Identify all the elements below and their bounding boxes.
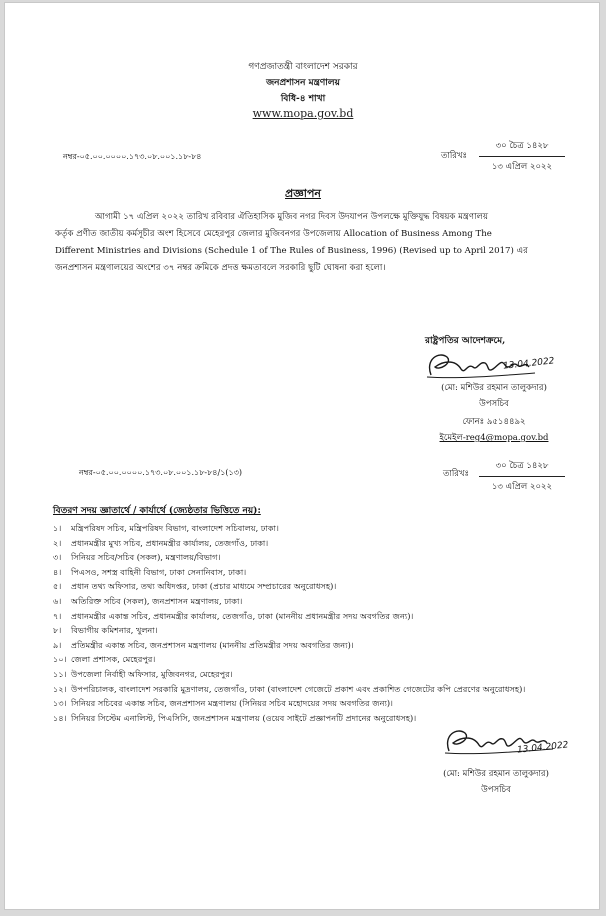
signature-date: 13.04.2022 [516, 740, 569, 756]
date-label: তারিখঃ [443, 469, 470, 479]
section-name: বিধি-৪ শাখা [280, 94, 326, 104]
signatory-designation: উপসচিব [481, 785, 511, 795]
signature-date: 13.04.2022 [502, 356, 555, 372]
list-item: ১৩। সিনিয়র সচিবের একান্ত সচিব, জনপ্রশাসন মন্ত্রণালয় (সিনিয়র সচিব মহোদয়ের সদয় অবগতির জন্য)। [53, 698, 393, 709]
list-item: ১২। উপপরিচালক, বাংলাদেশ সরকারি মুদ্রণালয়, তেজগাঁও, ঢাকা (বাংলাদেশ গেজেটে প্রকাশ এবং প্রকাশিত গেজেটের কপি প্রেরণের অনুরোধসহ)। [53, 683, 526, 694]
document-page [4, 2, 600, 910]
signatory-name: (মো: মশিউর রহমান তালুকদার) [441, 383, 547, 393]
signatory-name: (মো: মশিউর রহমান তালুকদার) [443, 769, 549, 779]
list-item: ১৪। সিনিয়র সিস্টেম এনালিস্ট, পিএসিসি, জনপ্রশাসন মন্ত্রণালয় (ওয়েব সাইটে প্রজ্ঞাপনটি প্রদানের অনুরোধসহ)। [53, 712, 417, 723]
list-item: ৬। অতিরিক্ত সচিব (সকল), জনপ্রশাসন মন্ত্রণালয়, ঢাকা। [53, 595, 243, 606]
distribution-heading: বিতরণ সদয় জ্ঞাতার্থে / কার্যার্থে (জ্যেষ্ঠতার ভিত্তিতে নয়): [53, 506, 261, 516]
ministry-name: জনপ্রশাসন মন্ত্রণালয় [266, 78, 340, 88]
date-bangla: ৩০ চৈত্র ১৪২৮ [479, 139, 565, 157]
list-item: ২। প্রধানমন্ত্রীর মুখ্য সচিব, প্রধানমন্ত্রীর কার্যালয়, তেজগাঁও, ঢাকা। [53, 537, 269, 548]
signatory-designation: উপসচিব [479, 399, 509, 409]
presidential-order: রাষ্ট্রপতির আদেশক্রমে, [425, 336, 506, 346]
notification-body [55, 209, 555, 277]
date-gregorian: ১৩ এপ্রিল ২০২২ [491, 162, 553, 172]
distribution-list [53, 521, 573, 725]
list-item: ১০। জেলা প্রশাসক, মেহেরপুর। [53, 654, 156, 665]
list-item: ৮। বিভাগীয় কমিশনার, খুলনা। [53, 625, 158, 636]
body-line: কর্তৃক প্রণীত জাতীয় কর্মসূচীর অংশ হিসেবে মেহেরপুর জেলার মুজিবনগর উপজেলায় Allocation of Business Among The [55, 229, 492, 239]
website-link[interactable]: www.mopa.gov.bd [252, 107, 354, 120]
date-label: তারিখঃ [441, 151, 468, 161]
government-name: গণপ্রজাতন্ত্রী বাংলাদেশ সরকার [248, 62, 358, 72]
list-item: ৯। প্রতিমন্ত্রীর একান্ত সচিব, জনপ্রশাসন মন্ত্রণালয় (মাননীয় প্রতিমন্ত্রীর সদয় অবগতির জন্য)। [53, 639, 354, 650]
body-line: জনপ্রশাসন মন্ত্রণালয়ের অংশের ৩৭ নম্বর ক্রমিকে প্রদত্ত ক্ষমতাবলে সরকারি ছুটি ঘোষনা করা হলো। [55, 263, 386, 273]
body-line: আগামী ১৭ এপ্রিল ২০২২ তারিখ রবিবার ঐতিহাসিক মুজিব নগর দিবস উদযাপন উপলক্ষে মুক্তিযুদ্ধ বিষয়ক মন্ত্রণালয় [95, 212, 489, 222]
memo-number: নম্বর-০৫.০০.০০০০.১৭৩.০৮.০০১.১৮-৮৪ [63, 152, 202, 161]
date-block [479, 459, 565, 494]
body-line: Different Ministries and Divisions (Schedule 1 of The Rules of Business, 1996) (Revised up to April 2017) এর [55, 246, 528, 256]
list-item: ৫। প্রধান তথ্য অফিসার, তথ্য অধিদপ্তর, ঢাকা (প্রচার মাধ্যমে সম্প্রচারের অনুরোধসহ)। [53, 581, 337, 592]
notification-title: প্রজ্ঞাপন [285, 187, 321, 200]
date-block [479, 139, 565, 174]
date-bangla: ৩০ চৈত্র ১৪২৮ [479, 459, 565, 477]
memo-number-distribution: নম্বর-০৫.০০.০০০০.১৭৩.০৮.০০১.১৮-৮৪/১(১৩) [79, 468, 243, 477]
website-line [5, 107, 600, 120]
date-gregorian: ১৩ এপ্রিল ২০২২ [491, 482, 553, 492]
list-item: ১১। উপজেলা নির্বাহী অফিসার, মুজিবনগর, মেহেরপুর। [53, 668, 233, 679]
list-item: ৪। পিএসও, সশস্ত্র বাহিনী বিভাগ, ঢাকা সেনানিবাস, ঢাকা। [53, 566, 247, 577]
list-item: ৭। প্রধানমন্ত্রীর একান্ত সচিব, প্রধানমন্ত্রীর কার্যালয়, তেজগাঁও, ঢাকা (মাননীয় প্রধানমন্ত্রীর সদয় অবগতির জন্য)। [53, 610, 414, 621]
signatory-email[interactable]: ইমেইল-reg4@mopa.gov.bd [439, 433, 549, 443]
list-item: ৩। সিনিয়র সচিব/সচিব (সকল), মন্ত্রণালয়/বিভাগ। [53, 552, 221, 563]
list-item: ১। মন্ত্রিপরিষদ সচিব, মন্ত্রিপরিষদ বিভাগ, বাংলাদেশ সচিবালয়, ঢাকা। [53, 523, 279, 533]
signatory-phone: ফোনঃ ৯৫১৪৪৯২ [462, 417, 526, 427]
